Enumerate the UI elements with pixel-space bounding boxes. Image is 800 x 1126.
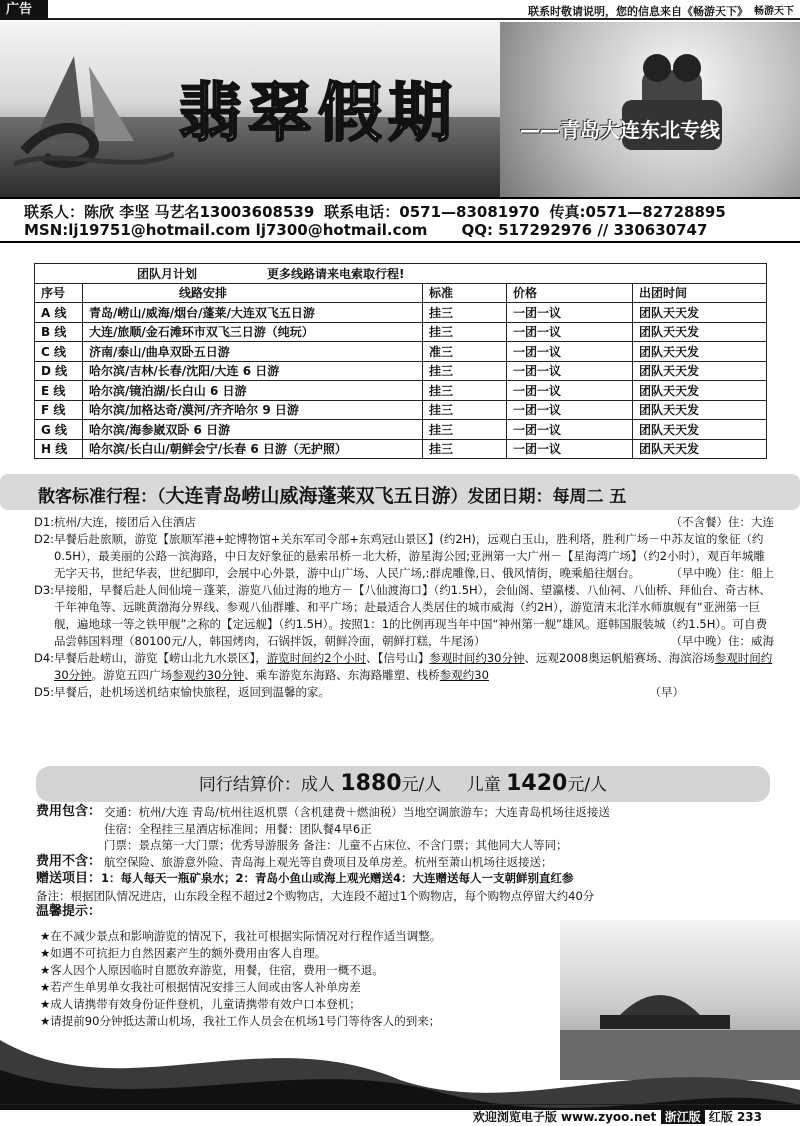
tips-list bbox=[40, 928, 560, 1030]
price-line bbox=[36, 770, 770, 796]
tip-item: ★在不减少景点和影响游览的情况下，我社可根据实际情况对行程作适当调整。 bbox=[40, 929, 442, 943]
table-cell-std: 挂三 bbox=[423, 439, 507, 459]
col-header: 价格 bbox=[507, 283, 633, 303]
table-cell-std: 挂三 bbox=[423, 361, 507, 381]
col-header: 出团时间 bbox=[633, 283, 767, 303]
table-cell-route: 青岛/崂山/威海/烟台/蓬莱/大连双飞五日游 bbox=[83, 303, 423, 323]
price-label: 同行结算价：成人 bbox=[198, 775, 335, 795]
day-item: D4: 早餐后赴崂山，游览【崂山北九水景区】，游览时间约2个小时、【信号山】参观时间约30分钟、远观2008奥运帆船赛场、海滨浴场参观时间约30分钟。游览五四广场参观约30分钟、乘车游览东海路、东海路雕塑、栈桥参观约30 bbox=[34, 651, 773, 682]
table-cell-route: 大连/旅顺/金石滩环市双飞三日游（纯玩） bbox=[83, 322, 423, 342]
table-cell-price: 一团一议 bbox=[507, 342, 633, 362]
table-cell-price: 一团一议 bbox=[507, 322, 633, 342]
table-row bbox=[35, 439, 767, 459]
price-banner bbox=[36, 766, 770, 802]
fees-section bbox=[36, 804, 776, 921]
fee-include: 住宿：全程挂三星酒店标准间；用餐：团队餐4早6正 bbox=[104, 821, 372, 836]
table-header-row bbox=[35, 283, 767, 303]
table-caption-row bbox=[35, 264, 767, 284]
table-cell-id: A 线 bbox=[35, 303, 83, 323]
table-cell-time: 团队天天发 bbox=[633, 342, 767, 362]
day-item: D2: 早餐后赴旅顺，游览【旅顺军港+蛇博物馆+关东军司令部+东鸡冠山景区】(约2H)，远观白玉山，胜利塔，胜利广场－中苏友谊的象征（约0.5H），最美丽的公路－滨海路，中日友好象征的悬索吊桥－北大桥，游星海公园;亚洲第一大广州－【星海湾广场】（约2小时），观百年城雕无字天书，世纪华表，世纪脚印，会展中心外景，游中山广场、人民广场,:群虎雕像,日、俄风情街，晚乘船往烟台。 （早中晚）住：船上 bbox=[34, 532, 774, 580]
wave-decoration bbox=[0, 1020, 800, 1110]
contact-phone: 联系电话：0571—83081970 bbox=[324, 203, 540, 221]
table-cell-route: 哈尔滨/加格达奇/漠河/齐齐哈尔 9 日游 bbox=[83, 400, 423, 420]
table-row bbox=[35, 361, 767, 381]
tip-item: ★请提前90分钟抵达萧山机场，我社工作人员会在机场1号门等待客人的到来； bbox=[40, 1014, 441, 1028]
table-cell-price: 一团一议 bbox=[507, 439, 633, 459]
contact-line-2 bbox=[24, 221, 707, 239]
table-cell-price: 一团一议 bbox=[507, 400, 633, 420]
adult-price-unit: 元/人 bbox=[401, 775, 442, 795]
table-cell-route: 哈尔滨/吉林/长春/沈阳/大连 6 日游 bbox=[83, 361, 423, 381]
table-body bbox=[35, 303, 767, 459]
top-bar bbox=[0, 0, 800, 20]
table-cell-std: 挂三 bbox=[423, 322, 507, 342]
table-cell-id: G 线 bbox=[35, 420, 83, 440]
tip-item: ★若产生单男单女我社可根据情况安排三人间或由客人补单房差 bbox=[40, 980, 361, 994]
table-caption-right: 更多线路请来电索取行程! bbox=[267, 266, 405, 281]
publisher-logo: 畅游天下 bbox=[754, 6, 794, 17]
table-cell-id: F 线 bbox=[35, 400, 83, 420]
tip-item: ★如遇不可抗拒力自然因素产生的额外费用由客人自理。 bbox=[40, 946, 327, 960]
table-cell-std: 挂三 bbox=[423, 381, 507, 401]
page-number: 红版 233 bbox=[708, 1110, 762, 1124]
table-row bbox=[35, 303, 767, 323]
sail-logo-icon bbox=[14, 46, 174, 176]
table-cell-route: 哈尔滨/海参崴双卧 6 日游 bbox=[83, 420, 423, 440]
table-cell-time: 团队天天发 bbox=[633, 420, 767, 440]
table-cell-time: 团队天天发 bbox=[633, 400, 767, 420]
footer bbox=[0, 1104, 800, 1126]
table-cell-id: E 线 bbox=[35, 381, 83, 401]
itinerary-banner bbox=[0, 474, 800, 510]
table-cell-id: H 线 bbox=[35, 439, 83, 459]
table-cell-id: C 线 bbox=[35, 342, 83, 362]
table-row bbox=[35, 322, 767, 342]
table-cell-std: 挂三 bbox=[423, 303, 507, 323]
table-cell-time: 团队天天发 bbox=[633, 381, 767, 401]
table-row bbox=[35, 342, 767, 362]
brand-title: 翡翠假期 bbox=[178, 76, 458, 151]
child-price-unit: 元/人 bbox=[567, 775, 608, 795]
table-cell-time: 团队天天发 bbox=[633, 361, 767, 381]
adult-price: 1880 bbox=[340, 771, 402, 796]
itinerary-title: 大连青岛崂山威海蓬莱双飞五日游 bbox=[165, 485, 451, 507]
contact-line-1 bbox=[24, 201, 726, 222]
contact-qq: QQ: 517292976 // 330630747 bbox=[461, 221, 708, 239]
brand-subtitle: ——青岛大连东北专线 bbox=[520, 118, 720, 142]
contact-people: 联系人：陈欣 李坚 马艺名13003608539 bbox=[24, 203, 315, 221]
plan-table bbox=[34, 263, 767, 459]
fee-gift: 赠送项目：1：每人每天一瓶矿泉水；2：青岛小鱼山或海上观光赠送4：大连赠送每人一支朝鲜别直红参 bbox=[36, 871, 574, 886]
child-label: 儿童 bbox=[466, 775, 501, 795]
table-row bbox=[35, 381, 767, 401]
tip-item: ★客人因个人原因临时自愿放弃游览，用餐，住宿，费用一概不退。 bbox=[40, 963, 384, 977]
table-cell-time: 团队天天发 bbox=[633, 322, 767, 342]
edition-tag: 浙江版 bbox=[661, 1110, 705, 1124]
itinerary-dates: 发团日期：每周二 五 bbox=[467, 487, 627, 507]
footer-text bbox=[473, 1108, 762, 1125]
child-price: 1420 bbox=[506, 771, 568, 796]
itinerary-close: ） bbox=[450, 487, 468, 507]
col-header: 线路安排 bbox=[83, 283, 423, 303]
fee-remark: 备注：根据团队情况进店，山东段全程不超过2个购物店，大连段不超过1个购物店，每个购物点停留大约40分 bbox=[36, 888, 595, 903]
banner bbox=[0, 22, 800, 197]
day-item: D5: （早） 早餐后，赴机场送机结束愉快旅程，返回到温馨的家。 bbox=[34, 685, 684, 699]
table-cell-price: 一团一议 bbox=[507, 420, 633, 440]
table-cell-price: 一团一议 bbox=[507, 303, 633, 323]
contact-msn: MSN:lj19751@hotmail.com lj7300@hotmail.com bbox=[24, 221, 428, 239]
table-cell-route: 哈尔滨/镜泊湖/长白山 6 日游 bbox=[83, 381, 423, 401]
col-header: 序号 bbox=[35, 283, 83, 303]
table-cell-route: 哈尔滨/长白山/朝鲜会宁/长春 6 日游（无护照） bbox=[83, 439, 423, 459]
day-item: D1: （不含餐）住：大连 杭州/大连，接团后入住酒店 bbox=[34, 515, 774, 529]
table-cell-id: B 线 bbox=[35, 322, 83, 342]
table-cell-std: 挂三 bbox=[423, 400, 507, 420]
itinerary-label: 散客标准行程：（ bbox=[38, 487, 166, 507]
fee-exclude: 费用不含： 航空保险、旅游意外险、青岛海上观光等自费项目及单房差。杭州至萧山机场往返接送； bbox=[36, 853, 553, 869]
table-cell-route: 济南/泰山/曲阜双卧五日游 bbox=[83, 342, 423, 362]
contact-fax: 传真:0571—82728895 bbox=[549, 203, 726, 221]
tip-item: ★成人请携带有效身份证件登机，儿童请携带有效户口本登机； bbox=[40, 997, 361, 1011]
table-row bbox=[35, 400, 767, 420]
fee-include: 门票：景点第一大门票；优秀导游服务 备注：儿童不占床位、不含门票；其他同大人等同； bbox=[104, 838, 568, 852]
tips-label: 温馨提示： bbox=[36, 904, 102, 919]
itinerary-days bbox=[34, 514, 774, 701]
table-cell-id: D 线 bbox=[35, 361, 83, 381]
source-note: 联系时敬请说明，您的信息来自《畅游天下》 bbox=[528, 5, 748, 18]
table-cell-std: 挂三 bbox=[423, 420, 507, 440]
footer-url: 欢迎浏览电子版 www.zyoo.net bbox=[472, 1110, 657, 1124]
table-cell-std: 准三 bbox=[423, 342, 507, 362]
table-caption-left: 团队月计划 bbox=[137, 266, 198, 281]
table-cell-price: 一团一议 bbox=[507, 381, 633, 401]
ad-label: 广告 bbox=[0, 0, 48, 20]
col-header: 标准 bbox=[423, 283, 507, 303]
contact-bar bbox=[0, 197, 800, 243]
fee-include: 费用包含： 交通：杭州/大连 青岛/杭州往返机票（含机建费＋燃油税）当地空调旅游车；大连青岛机场往返接送 bbox=[36, 804, 610, 819]
day-item: D3: 早接船，早餐后赴人间仙境－蓬莱，游览八仙过海的地方－【八仙渡海口】（约1.5H），会仙阁、望瀛楼、八仙祠、八仙桥、拜仙台、奇古林、千年神龟等、远眺黄渤海分界线、参观八仙群雕、和平广场；赴最适合人类居住的城市威海（约2H），游览清末北洋水师旗舰有“亚洲第一巨舰，遍地球一等之铁甲舰”之称的【定远舰】（约1.5H）。按照1：1的比例再现当年中国“神州第一舰”雄风。逛韩国服装城（约1.5H）。可自费品尝韩国料理（80100元/人，韩国烤肉，石锅拌饭，朝鲜冷面，朝鲜打糕，牛尾汤） （早中晚）住：威海 bbox=[34, 583, 774, 648]
itinerary-heading bbox=[38, 481, 626, 508]
table-row bbox=[35, 420, 767, 440]
table-cell-time: 团队天天发 bbox=[633, 303, 767, 323]
table-cell-price: 一团一议 bbox=[507, 361, 633, 381]
table-cell-time: 团队天天发 bbox=[633, 439, 767, 459]
